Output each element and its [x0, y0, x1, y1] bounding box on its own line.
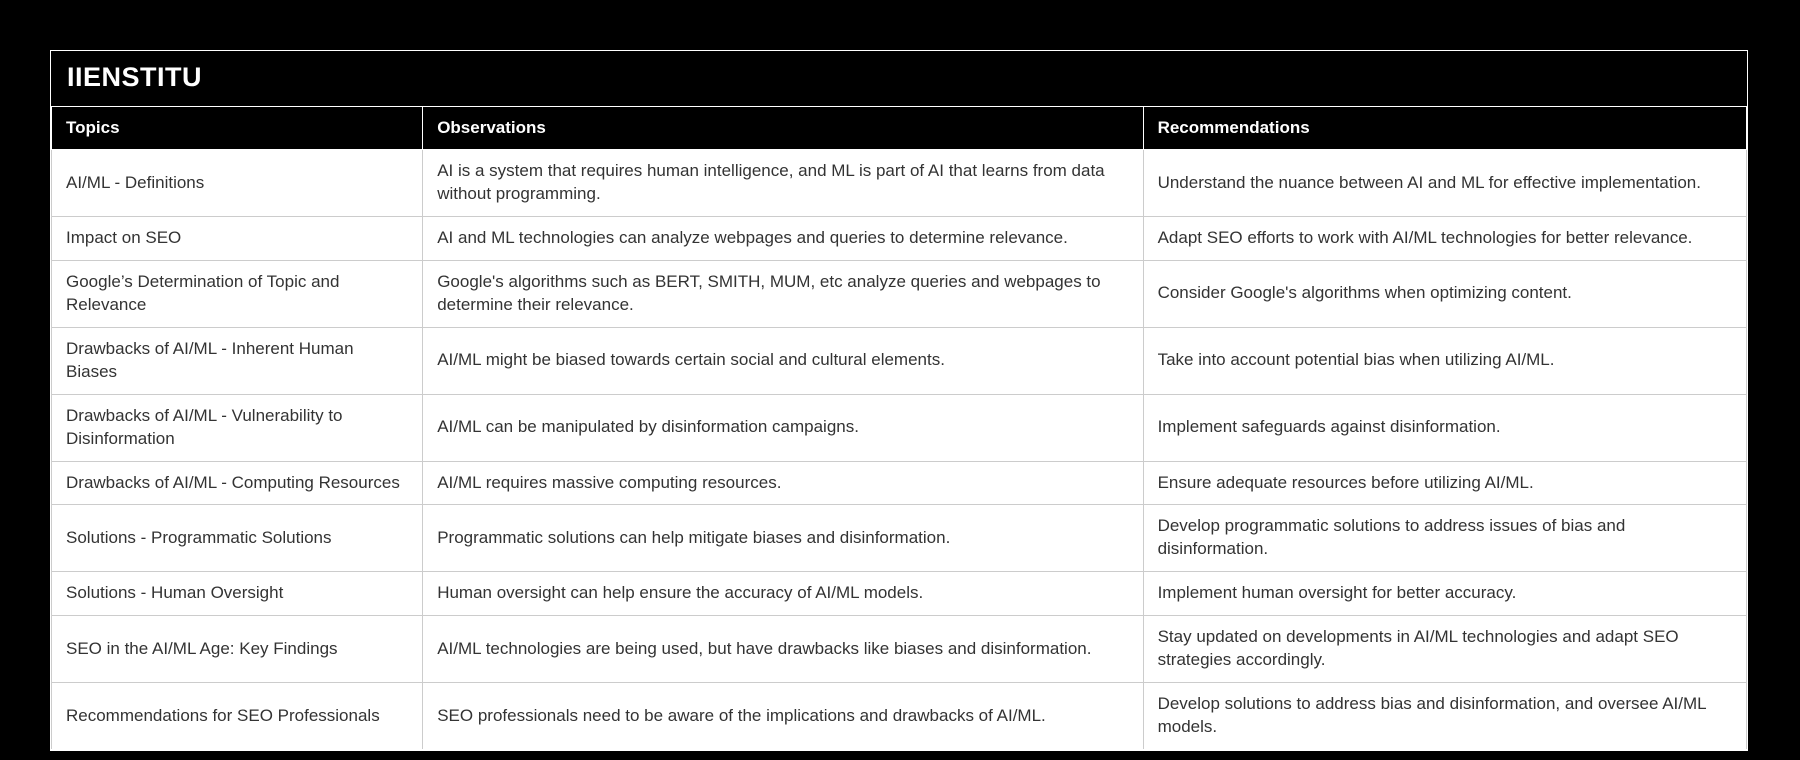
- column-header-observations: Observations: [423, 107, 1143, 150]
- topic-cell: Drawbacks of AI/ML - Inherent Human Biases: [52, 327, 423, 394]
- table-row: [52, 616, 1747, 683]
- topic-cell: Recommendations for SEO Professionals: [52, 683, 423, 750]
- table-row: [52, 260, 1747, 327]
- topic-cell: Solutions - Human Oversight: [52, 572, 423, 616]
- topic-cell: Impact on SEO: [52, 216, 423, 260]
- table-row: [52, 150, 1747, 217]
- table-header-row: [52, 107, 1747, 150]
- table-row: [52, 683, 1747, 750]
- recommendation-cell: Implement safeguards against disinformation.: [1143, 394, 1746, 461]
- recommendation-cell: Stay updated on developments in AI/ML technologies and adapt SEO strategies accordingly.: [1143, 616, 1746, 683]
- observation-cell: Human oversight can help ensure the accuracy of AI/ML models.: [423, 572, 1143, 616]
- observation-cell: AI/ML technologies are being used, but have drawbacks like biases and disinformation.: [423, 616, 1143, 683]
- column-header-topics: Topics: [52, 107, 423, 150]
- recommendation-cell: Understand the nuance between AI and ML for effective implementation.: [1143, 150, 1746, 217]
- recommendation-cell: Adapt SEO efforts to work with AI/ML technologies for better relevance.: [1143, 216, 1746, 260]
- table-row: [52, 394, 1747, 461]
- table-row: [52, 327, 1747, 394]
- observation-cell: AI is a system that requires human intelligence, and ML is part of AI that learns from data without programming.: [423, 150, 1143, 217]
- observation-cell: AI/ML might be biased towards certain social and cultural elements.: [423, 327, 1143, 394]
- observation-cell: AI/ML can be manipulated by disinformation campaigns.: [423, 394, 1143, 461]
- recommendation-cell: Consider Google's algorithms when optimizing content.: [1143, 260, 1746, 327]
- observation-cell: AI/ML requires massive computing resources.: [423, 461, 1143, 505]
- topic-cell: SEO in the AI/ML Age: Key Findings: [52, 616, 423, 683]
- recommendation-cell: Develop programmatic solutions to address issues of bias and disinformation.: [1143, 505, 1746, 572]
- topic-cell: AI/ML - Definitions: [52, 150, 423, 217]
- table-row: [52, 216, 1747, 260]
- page-title: IIENSTITU: [51, 51, 1747, 106]
- observation-cell: SEO professionals need to be aware of the implications and drawbacks of AI/ML.: [423, 683, 1143, 750]
- topic-cell: Drawbacks of AI/ML - Vulnerability to Disinformation: [52, 394, 423, 461]
- topic-cell: Drawbacks of AI/ML - Computing Resources: [52, 461, 423, 505]
- table-row: [52, 572, 1747, 616]
- observation-cell: Programmatic solutions can help mitigate biases and disinformation.: [423, 505, 1143, 572]
- seo-ai-ml-table-container: [50, 50, 1748, 751]
- recommendation-cell: Implement human oversight for better accuracy.: [1143, 572, 1746, 616]
- observation-cell: Google's algorithms such as BERT, SMITH, MUM, etc analyze queries and webpages to determine their relevance.: [423, 260, 1143, 327]
- recommendation-cell: Develop solutions to address bias and disinformation, and oversee AI/ML models.: [1143, 683, 1746, 750]
- topic-cell: Google’s Determination of Topic and Relevance: [52, 260, 423, 327]
- recommendation-cell: Take into account potential bias when utilizing AI/ML.: [1143, 327, 1746, 394]
- observation-cell: AI and ML technologies can analyze webpages and queries to determine relevance.: [423, 216, 1143, 260]
- table-row: [52, 461, 1747, 505]
- table-row: [52, 505, 1747, 572]
- topic-cell: Solutions - Programmatic Solutions: [52, 505, 423, 572]
- column-header-recommendations: Recommendations: [1143, 107, 1746, 150]
- seo-ai-ml-table: [51, 106, 1747, 750]
- recommendation-cell: Ensure adequate resources before utilizing AI/ML.: [1143, 461, 1746, 505]
